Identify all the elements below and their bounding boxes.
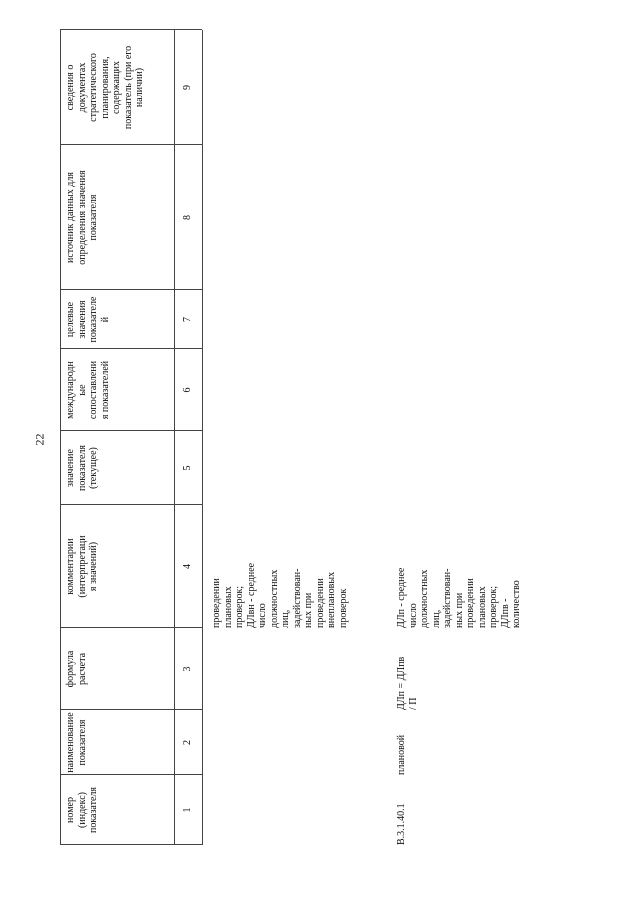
header-col7 [65, 290, 171, 349]
header-col6-line: сопоставлени [88, 360, 99, 420]
indicator-comment-line: проверок; [488, 585, 499, 628]
header-col6 [65, 349, 171, 431]
comment-continuation-line: число [257, 603, 268, 628]
comment-continuation-line: плановых [222, 586, 234, 628]
column-number: 6 [182, 387, 193, 393]
header-col9 [65, 30, 171, 145]
header-col4-line: я значений) [88, 541, 99, 592]
indicator-comment-line: количество [511, 580, 522, 628]
comment-continuation-line: должностных [268, 569, 280, 628]
header-col1 [65, 775, 171, 845]
comment-continuation-line: ных при [303, 592, 314, 628]
indicator-comment-line: ных при [453, 592, 465, 628]
indicator-comment-line: задействован- [442, 568, 453, 628]
indicator-comment-line: ДЛп - среднее [396, 567, 407, 628]
header-col9-line: сведения о [65, 64, 76, 111]
header-col9-line: планирования, [99, 56, 111, 119]
comment-continuation-line: задействован- [291, 568, 303, 628]
indicator-comment-line: лиц, [430, 609, 442, 628]
indicator-comment-line: проведении [465, 578, 476, 628]
indicator-comment-line: должностных [419, 569, 430, 628]
header-col1-line: номер [65, 797, 76, 823]
header-col1-line: (индекс) [76, 792, 88, 828]
table-header-divider [174, 30, 175, 845]
header-col3 [65, 628, 171, 710]
column-number: 7 [182, 317, 193, 322]
header-col6-line: я показателей [99, 360, 111, 420]
column-number: 5 [182, 465, 193, 471]
indicator-formula-line: ДЛп = ДЛпв [396, 656, 407, 710]
header-col3-line: формула [65, 650, 76, 688]
header-col6-line: международн [65, 361, 76, 419]
indicator-formula [396, 628, 426, 710]
header-col4-line: комментарии [65, 538, 76, 595]
header-col8-line: определения значения [76, 170, 88, 265]
header-col9-line: стратегического [88, 53, 99, 122]
column-number: 8 [182, 215, 193, 220]
header-col2-line: наименование [65, 712, 76, 773]
header-col5 [65, 431, 171, 505]
indicator-comment-line: число [407, 603, 419, 628]
header-col5-line: показателя [76, 444, 88, 492]
indicator-name-line: плановой [396, 734, 407, 775]
comment-continuation-line: проведении [211, 578, 222, 628]
header-col2 [65, 710, 171, 775]
header-col8-line: источник данных для [65, 172, 76, 263]
indicator-comment-line: ДЛпв - [499, 598, 511, 628]
comment-continuation-line: лиц, [280, 609, 291, 628]
header-col8-line: показателя [88, 194, 99, 241]
header-col9-line: наличии) [134, 67, 145, 108]
comment-continuation-line: внеплановых [326, 571, 337, 628]
indicator-formula-line: / П [407, 697, 419, 710]
indicator-comment-line: плановых [476, 586, 488, 628]
comment-continuation-line: проверок; [234, 585, 245, 628]
comment-continuation-line: ДЛвн - среднее [245, 562, 257, 628]
header-col9-line: показатель (при его [122, 45, 134, 130]
indicator-index [396, 775, 416, 845]
header-col8 [65, 145, 171, 290]
comment-continuation-line: проверок [337, 588, 349, 628]
comment-continuation [211, 505, 361, 628]
header-col9-line: содержащих [111, 60, 122, 115]
column-number: 2 [182, 740, 193, 745]
header-col7-line: значения [76, 300, 88, 339]
header-col4-line: (интерпретаци [76, 535, 88, 598]
comment-continuation-line: проведении [314, 578, 326, 628]
header-col5-line: значение [65, 449, 76, 487]
header-col5-line: (текущее) [88, 447, 99, 489]
page-number: 22 [32, 433, 47, 446]
header-col2-line: показателя [76, 719, 88, 766]
indicator-name [396, 710, 416, 775]
indicator-comment [396, 505, 536, 628]
column-number: 4 [182, 564, 193, 569]
header-col4 [65, 505, 171, 628]
table-border-top [60, 30, 61, 845]
header-col7-line: целевые [65, 301, 76, 338]
header-col1-line: показателя [88, 786, 99, 834]
indicator-index-line: В.3.1.40.1 [396, 803, 407, 845]
header-col9-line: документах [76, 62, 88, 113]
column-number: 3 [182, 666, 193, 672]
header-col3-line: расчета [76, 652, 88, 686]
header-col6-line: ые [76, 384, 88, 396]
column-number: 1 [182, 807, 193, 813]
header-col7-line: показателе [88, 296, 99, 343]
table-border-bottom [202, 30, 203, 845]
column-number: 9 [182, 85, 193, 90]
header-col7-line: й [99, 316, 111, 323]
